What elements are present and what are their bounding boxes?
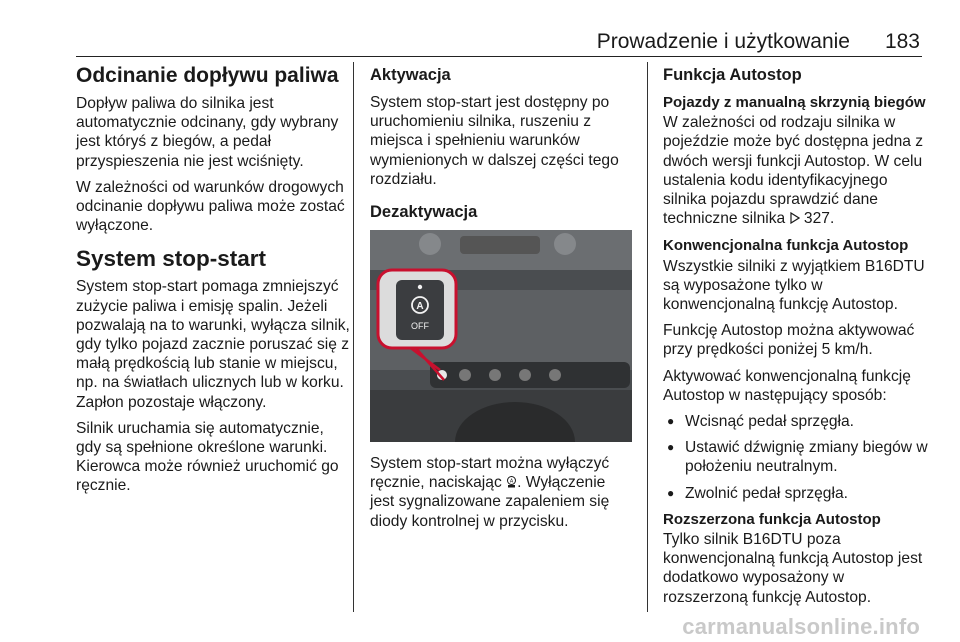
text-span: System stop-start można wyłączyć ręcznie, naciskając (370, 455, 610, 492)
subheading-extended-autostop: Rozszerzona funkcja Autostop (663, 510, 881, 528)
paragraph: Funkcję Autostop można aktywować przy prędkości poniżej 5 km/h. (663, 322, 915, 359)
text-span: W zależności od rodzaju silnika w pojeździe może być dostępna jedna z dwóch wersji funkcji Autostop. W celu ustalenia kodu identyfikacyjnego silnika pojazdu sprawdzić dane techniczne silnika (663, 114, 924, 228)
heading-autostop: Funkcja Autostop (663, 66, 802, 84)
paragraph: Dopływ paliwa do silnika jest automatycznie odcinany, gdy wybrany jest któryś z biegów, a pedał przyspieszenia nie jest wciśnięty. (76, 95, 339, 170)
page-ref-arrow-icon (790, 210, 800, 229)
paragraph: System stop-start jest dostępny po uruchomieniu silnika, ruszeniu z miejsca i spełnieniu warunków wymienionych w dalszej części tego rozdziału. (370, 94, 619, 188)
photo-button-label: OFF (411, 321, 429, 332)
svg-text:A: A (509, 478, 514, 485)
paragraph: Tylko silnik B16DTU poza konwencjonalną funkcją Autostop jest dodatkowo wyposażony w rozszerzoną funkcję Autostop. (663, 531, 923, 606)
column-2 (370, 64, 632, 538)
watermark: carmanualsonline.info (682, 614, 920, 639)
column-1 (76, 64, 352, 503)
text-span: . Wyłączenie jest sygnalizowane zapaleniem się diody kontrolnej w przycisku. (370, 474, 610, 530)
paragraph (370, 454, 632, 531)
header-rule (76, 56, 922, 57)
heading-stop-start: System stop-start (76, 246, 267, 272)
page-header (0, 0, 960, 56)
heading-deactivation: Dezaktywacja (370, 203, 478, 222)
column-3 (663, 64, 931, 614)
stop-start-button-photo (370, 230, 632, 442)
page-ref-link[interactable]: 327 (803, 210, 830, 228)
svg-text:A: A (416, 301, 424, 313)
paragraph: System stop-start pomaga zmniejszyć zużycie paliwa i emisję spalin. Jeżeli pozwalają na to warunki, wyłącza silnik, gdy tylko pojazd zacznie poruszać się z małą prędkością lub stanie w miejscu, np. na światłach ulicznych lub w korku. Zapłon pozostaje włączony. (76, 278, 350, 411)
column-divider (647, 62, 648, 612)
text-span: . (829, 210, 835, 228)
steps-list (663, 412, 931, 503)
paragraph: Silnik uruchamia się automatycznie, gdy są spełnione określone warunki. Kierowca może również uruchomić go ręcznie. (76, 419, 339, 495)
list-item: ● Zwolnić pedał sprzęgła. (663, 484, 931, 503)
column-divider (353, 62, 354, 612)
paragraph (663, 113, 931, 229)
list-item: ● Ustawić dźwignię zmiany biegów w położeniu neutralnym. (663, 438, 931, 476)
page-number: 183 (884, 30, 920, 53)
subheading-manual-gearbox: Pojazdy z manualną skrzynią biegów (663, 94, 926, 111)
subheading-conventional-autostop: Konwencjonalna funkcja Autostop (663, 237, 909, 255)
list-item: ● Wcisnąć pedał sprzęgła. (663, 412, 931, 431)
heading-activation: Aktywacja (370, 66, 451, 84)
header-title: Prowadzenie i użytkowanie (596, 30, 850, 53)
paragraph: W zależności od warunków drogowych odcinanie dopływu paliwa może zostać wyłączone. (76, 178, 345, 235)
paragraph: Wszystkie silniki z wyjątkiem B16DTU są wyposażone tylko w konwencjonalną funkcję Autostop. (663, 257, 925, 314)
heading-fuel-cutoff: Odcinanie dopływu paliwa (76, 64, 339, 87)
paragraph: Aktywować konwencjonalną funkcję Autostop w następujący sposób: (663, 367, 911, 404)
autostop-off-icon (506, 474, 517, 487)
